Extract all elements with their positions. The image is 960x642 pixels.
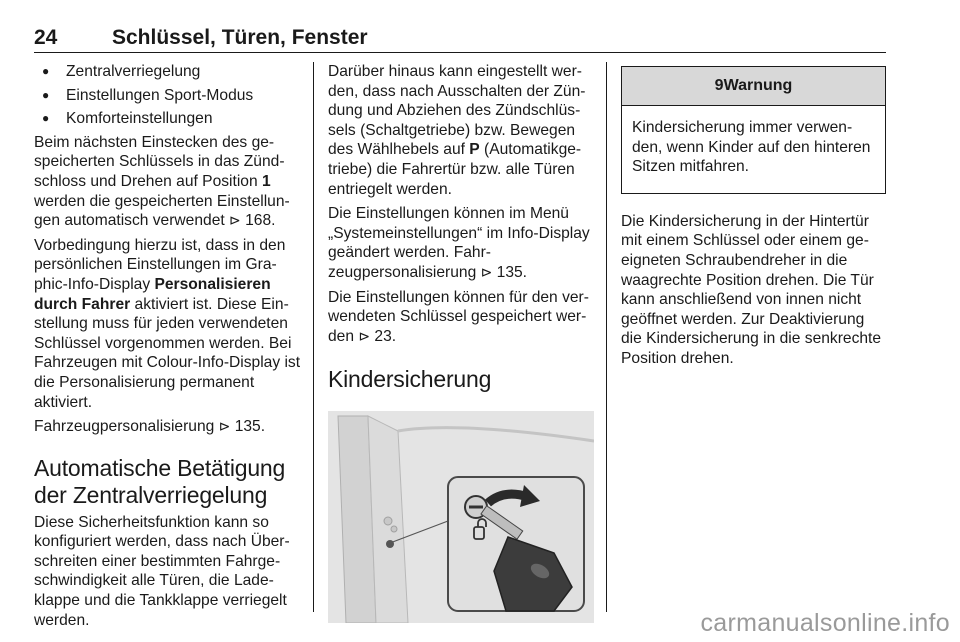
- page-reference-icon: ⊳: [218, 418, 231, 435]
- page-number: 24: [34, 26, 58, 49]
- column-divider-2: [606, 62, 607, 612]
- warning-title: Warnung: [723, 77, 793, 94]
- list-item: ● Komforteinstellungen: [34, 109, 304, 129]
- page-reference-icon: ⊳: [229, 212, 241, 229]
- paragraph-stored-settings: Beim nächsten Einstecken des gespeicherten Schlüssels in das Zündschloss und Drehen auf Position 1 werden die gespeicherten Einstellungen automatisch verwendet ⊳ 168.: [34, 133, 290, 230]
- column-divider-1: [313, 62, 314, 612]
- paragraph-precondition: Vorbedingung hierzu ist, dass in den persönlichen Einstellungen im Graphic-Info-Display Personalisieren durch Fahrer aktiviert ist. Diese Einstellung muss für jeden verwendeten Schlüssel vorgenommen werden. Bei Fahrzeugen mit Colour-Info-Display ist die Personalisierung permanent aktiviert.: [34, 236, 301, 411]
- paragraph-child-lock-usage: Die Kindersicherung in der Hintertür mit einem Schlüssel oder einem geeigneten Schraubendreher in die waagrechte Position drehen. Die Tür kann anschließend von innen nicht geöffnet werden. Zur Deaktivierung die Kindersicherung in die senkrechte Position drehen.: [621, 212, 882, 367]
- paragraph-auto-locking: Diese Sicherheitsfunktion kann so konfiguriert werden, dass nach Überschreiten einer bestimmten Fahrgeschwindigkeit alle Türen, die Ladeklappe und die Tankklappe verriegelt werden.: [34, 513, 290, 629]
- warning-box: [621, 66, 886, 194]
- paragraph-save-settings: Die Einstellungen können für den verwendeten Schlüssel gespeichert werden ⊳ 23.: [328, 288, 589, 345]
- page-reference: 135.: [492, 263, 527, 281]
- page-reference-icon: ⊳: [358, 327, 371, 344]
- list-item: ● Einstellungen Sport-Modus: [34, 86, 304, 106]
- page-reference: 135.: [230, 418, 266, 436]
- warning-text: Kindersicherung immer verwenden, wenn Kinder auf den hinteren Sitzen mitfahren.: [632, 119, 871, 176]
- column-2: [328, 62, 596, 623]
- column-1: [34, 62, 304, 635]
- list-item: ● Zentralverriegelung: [34, 62, 304, 82]
- header-divider: [34, 52, 886, 53]
- warning-icon: 9: [714, 77, 724, 94]
- door-key-drawing: [328, 411, 594, 623]
- paragraph-settings-menu: Die Einstellungen können im Menü „Systemeinstellungen“ im Info-Display geändert werden. Fahrzeugpersonalisierung ⊳ 135.: [328, 205, 590, 281]
- section-heading-child-lock: Kindersicherung: [328, 366, 492, 393]
- watermark: carmanualsonline.info: [700, 609, 950, 637]
- paragraph-vehicle-personalisation: Fahrzeugpersonalisierung ⊳ 135.: [34, 418, 266, 436]
- chapter-title: Schlüssel, Türen, Fenster: [112, 26, 368, 49]
- column-3: [621, 62, 886, 374]
- paragraph-unlock-setting: Darüber hinaus kann eingestellt werden, dass nach Ausschalten der Zündung und Abziehen des Zündschlüssels (Schaltgetriebe) bzw. Bewegen des Wählhebels auf P (Automatikgetriebe) die Fahrertür bzw. alle Türen entriegelt werden.: [328, 63, 586, 198]
- page-reference: 23.: [370, 327, 397, 345]
- page-header: [34, 26, 886, 52]
- warning-header: [622, 67, 885, 106]
- page-reference: 168.: [240, 212, 276, 230]
- child-lock-illustration: [328, 411, 594, 623]
- settings-list: [34, 62, 304, 129]
- page-reference-icon: ⊳: [480, 263, 493, 280]
- section-heading-auto-locking: Automatische Betätigung der Zentralverriegelung: [34, 454, 286, 508]
